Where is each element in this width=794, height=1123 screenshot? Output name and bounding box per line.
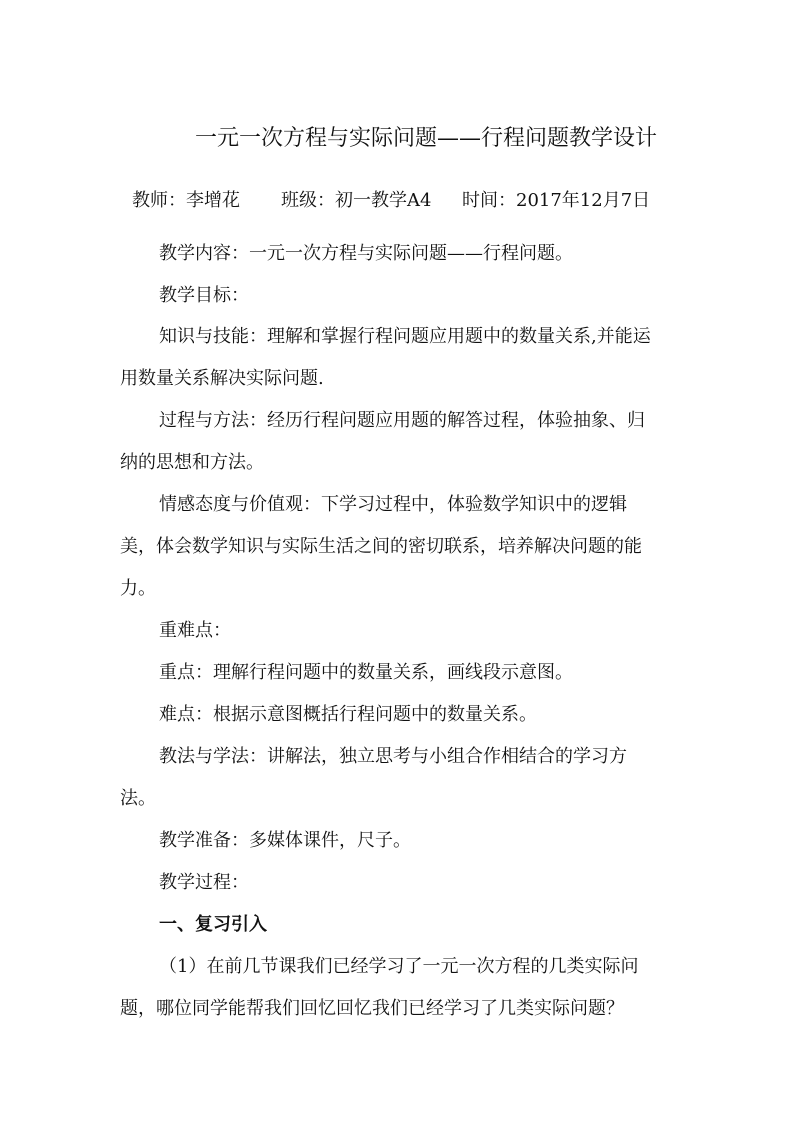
class-label: 班级：初一教学A4: [281, 190, 432, 211]
attitude-line-2: 美，体会数学知识与实际生活之间的密切联系，培养解决问题的能: [120, 536, 642, 557]
difficult-point: 难点：根据示意图概括行程问题中的数量关系。: [159, 704, 537, 725]
knowledge-line-1: 知识与技能：理解和掌握行程问题应用题中的数量关系,并能运: [159, 326, 651, 347]
section1-heading: 一、复习引入: [159, 914, 267, 935]
process-method-line-2: 纳的思想和方法。: [120, 452, 264, 473]
key-heading: 重难点：: [159, 620, 231, 641]
teaching-content: 教学内容：一元一次方程与实际问题——行程问题。: [159, 243, 573, 264]
knowledge-line-2: 用数量关系解决实际问题.: [120, 368, 324, 389]
section1-paragraph-line-1: （1）在前几节课我们已经学习了一元一次方程的几类实际问: [159, 956, 639, 977]
goals-heading: 教学目标：: [159, 285, 249, 306]
preparation: 教学准备：多媒体课件，尺子。: [159, 830, 411, 851]
attitude-line-3: 力。: [120, 578, 156, 599]
process-heading: 教学过程：: [159, 872, 249, 893]
methods-line-1: 教法与学法：讲解法，独立思考与小组合作相结合的学习方: [159, 746, 627, 767]
key-point: 重点：理解行程问题中的数量关系，画线段示意图。: [159, 662, 573, 683]
section1-paragraph-line-2: 题，哪位同学能帮我们回忆回忆我们已经学习了几类实际问题？: [120, 998, 624, 1019]
attitude-line-1: 情感态度与价值观：下学习过程中，体验数学知识中的逻辑: [159, 494, 627, 515]
document-title: 一元一次方程与实际问题——行程问题教学设计: [195, 126, 658, 151]
time-label: 时间：2017年12月7日: [462, 190, 651, 211]
methods-line-2: 法。: [120, 788, 156, 809]
process-method-line-1: 过程与方法：经历行程问题应用题的解答过程，体验抽象、归: [159, 410, 645, 431]
teacher-label: 教师：李增花: [132, 190, 240, 211]
